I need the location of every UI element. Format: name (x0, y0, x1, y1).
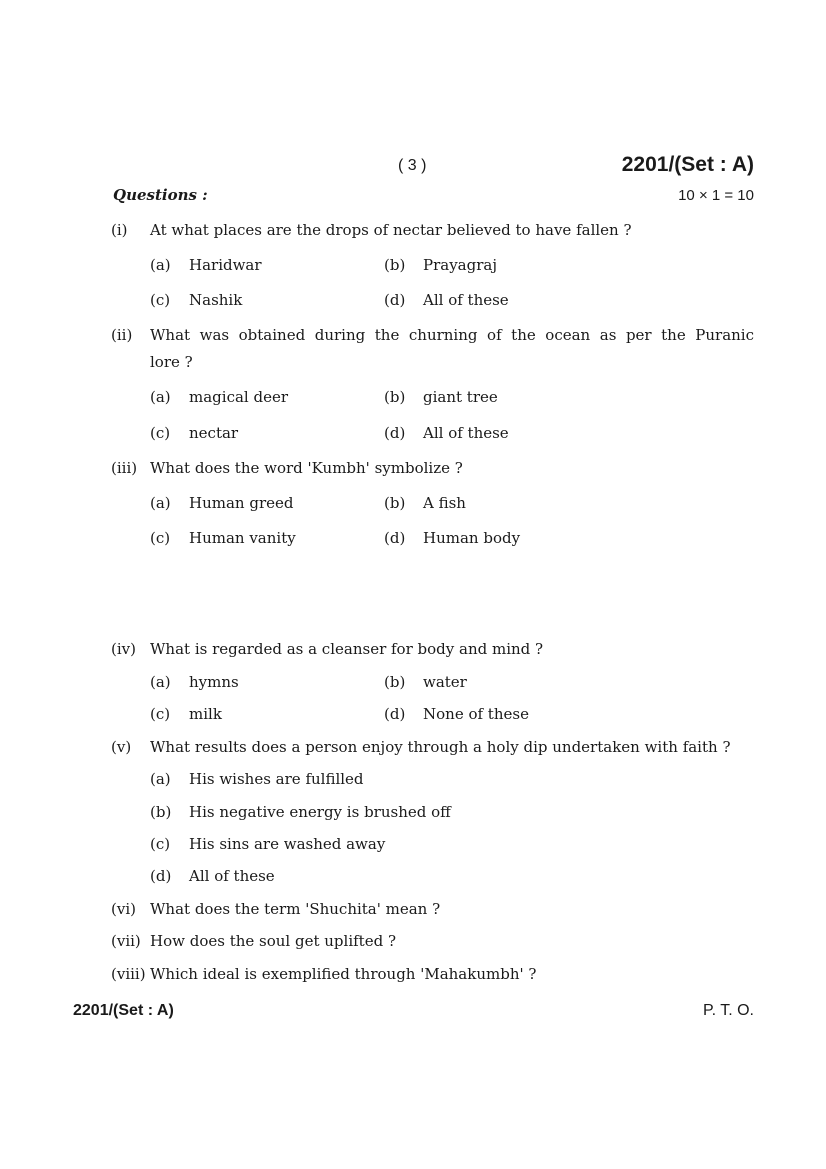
paper-code-header: 2201/(Set : A) (621, 153, 754, 176)
question-number: (vii) (111, 932, 141, 950)
question-text: At what places are the drops of nectar believed to have fallen ? (150, 221, 632, 239)
please-turn-over: P. T. O. (703, 1002, 754, 1019)
option-label: (c) (150, 835, 171, 853)
question-text: How does the soul get uplifted ? (150, 932, 396, 950)
option-text: His negative energy is brushed off (189, 803, 451, 821)
option-label: (b) (384, 256, 406, 274)
option-text: His wishes are fulfilled (189, 770, 364, 788)
option-text: All of these (189, 867, 275, 885)
option-label: (c) (150, 529, 171, 547)
question-text-line-1: What was obtained during the churning of the ocean as per the Puranic (150, 326, 754, 344)
question-text-line-2: lore ? (150, 353, 193, 371)
option-label: (c) (150, 424, 171, 442)
option-text: giant tree (423, 388, 498, 406)
option-text: Prayagraj (423, 256, 497, 274)
option-text: All of these (423, 291, 509, 309)
option-text: magical deer (189, 388, 289, 406)
option-label: (d) (150, 867, 172, 885)
option-label: (a) (150, 494, 171, 512)
option-label: (b) (150, 803, 172, 821)
question-number: (i) (111, 221, 128, 239)
option-text: hymns (189, 673, 239, 691)
question-text: What is regarded as a cleanser for body and mind ? (150, 640, 544, 658)
question-number: (v) (111, 738, 132, 756)
option-label: (c) (150, 291, 171, 309)
questions-heading: Questions : (113, 186, 208, 204)
option-text: His sins are washed away (189, 835, 386, 853)
option-label: (d) (384, 529, 406, 547)
option-text: None of these (423, 705, 529, 723)
question-number: (viii) (111, 965, 146, 983)
question-text: What does the term 'Shuchita' mean ? (150, 900, 441, 918)
question-text: Which ideal is exemplified through 'Mahakumbh' ? (150, 965, 537, 983)
question-number: (ii) (111, 326, 133, 344)
option-label: (b) (384, 494, 406, 512)
option-text: Human vanity (189, 529, 296, 547)
option-label: (a) (150, 388, 171, 406)
option-text: nectar (189, 424, 239, 442)
option-text: A fish (423, 494, 466, 512)
option-label: (d) (384, 705, 406, 723)
option-label: (b) (384, 388, 406, 406)
option-text: milk (189, 705, 222, 723)
option-text: Human body (423, 529, 521, 547)
paper-code-footer: 2201/(Set : A) (73, 1002, 174, 1019)
option-text: Nashik (189, 291, 243, 309)
option-label: (a) (150, 673, 171, 691)
option-text: Haridwar (189, 256, 262, 274)
option-text: water (423, 673, 467, 691)
option-label: (a) (150, 770, 171, 788)
page-number: ( 3 ) (398, 157, 427, 174)
question-number: (vi) (111, 900, 136, 918)
question-number: (iii) (111, 459, 138, 477)
option-text: All of these (423, 424, 509, 442)
option-label: (b) (384, 673, 406, 691)
question-number: (iv) (111, 640, 136, 658)
option-text: Human greed (189, 494, 294, 512)
question-text: What results does a person enjoy through a holy dip undertaken with faith ? (150, 738, 731, 756)
marks-distribution: 10 × 1 = 10 (678, 187, 754, 204)
question-text: What does the word 'Kumbh' symbolize ? (150, 459, 463, 477)
option-label: (d) (384, 424, 406, 442)
option-label: (d) (384, 291, 406, 309)
option-label: (c) (150, 705, 171, 723)
option-label: (a) (150, 256, 171, 274)
